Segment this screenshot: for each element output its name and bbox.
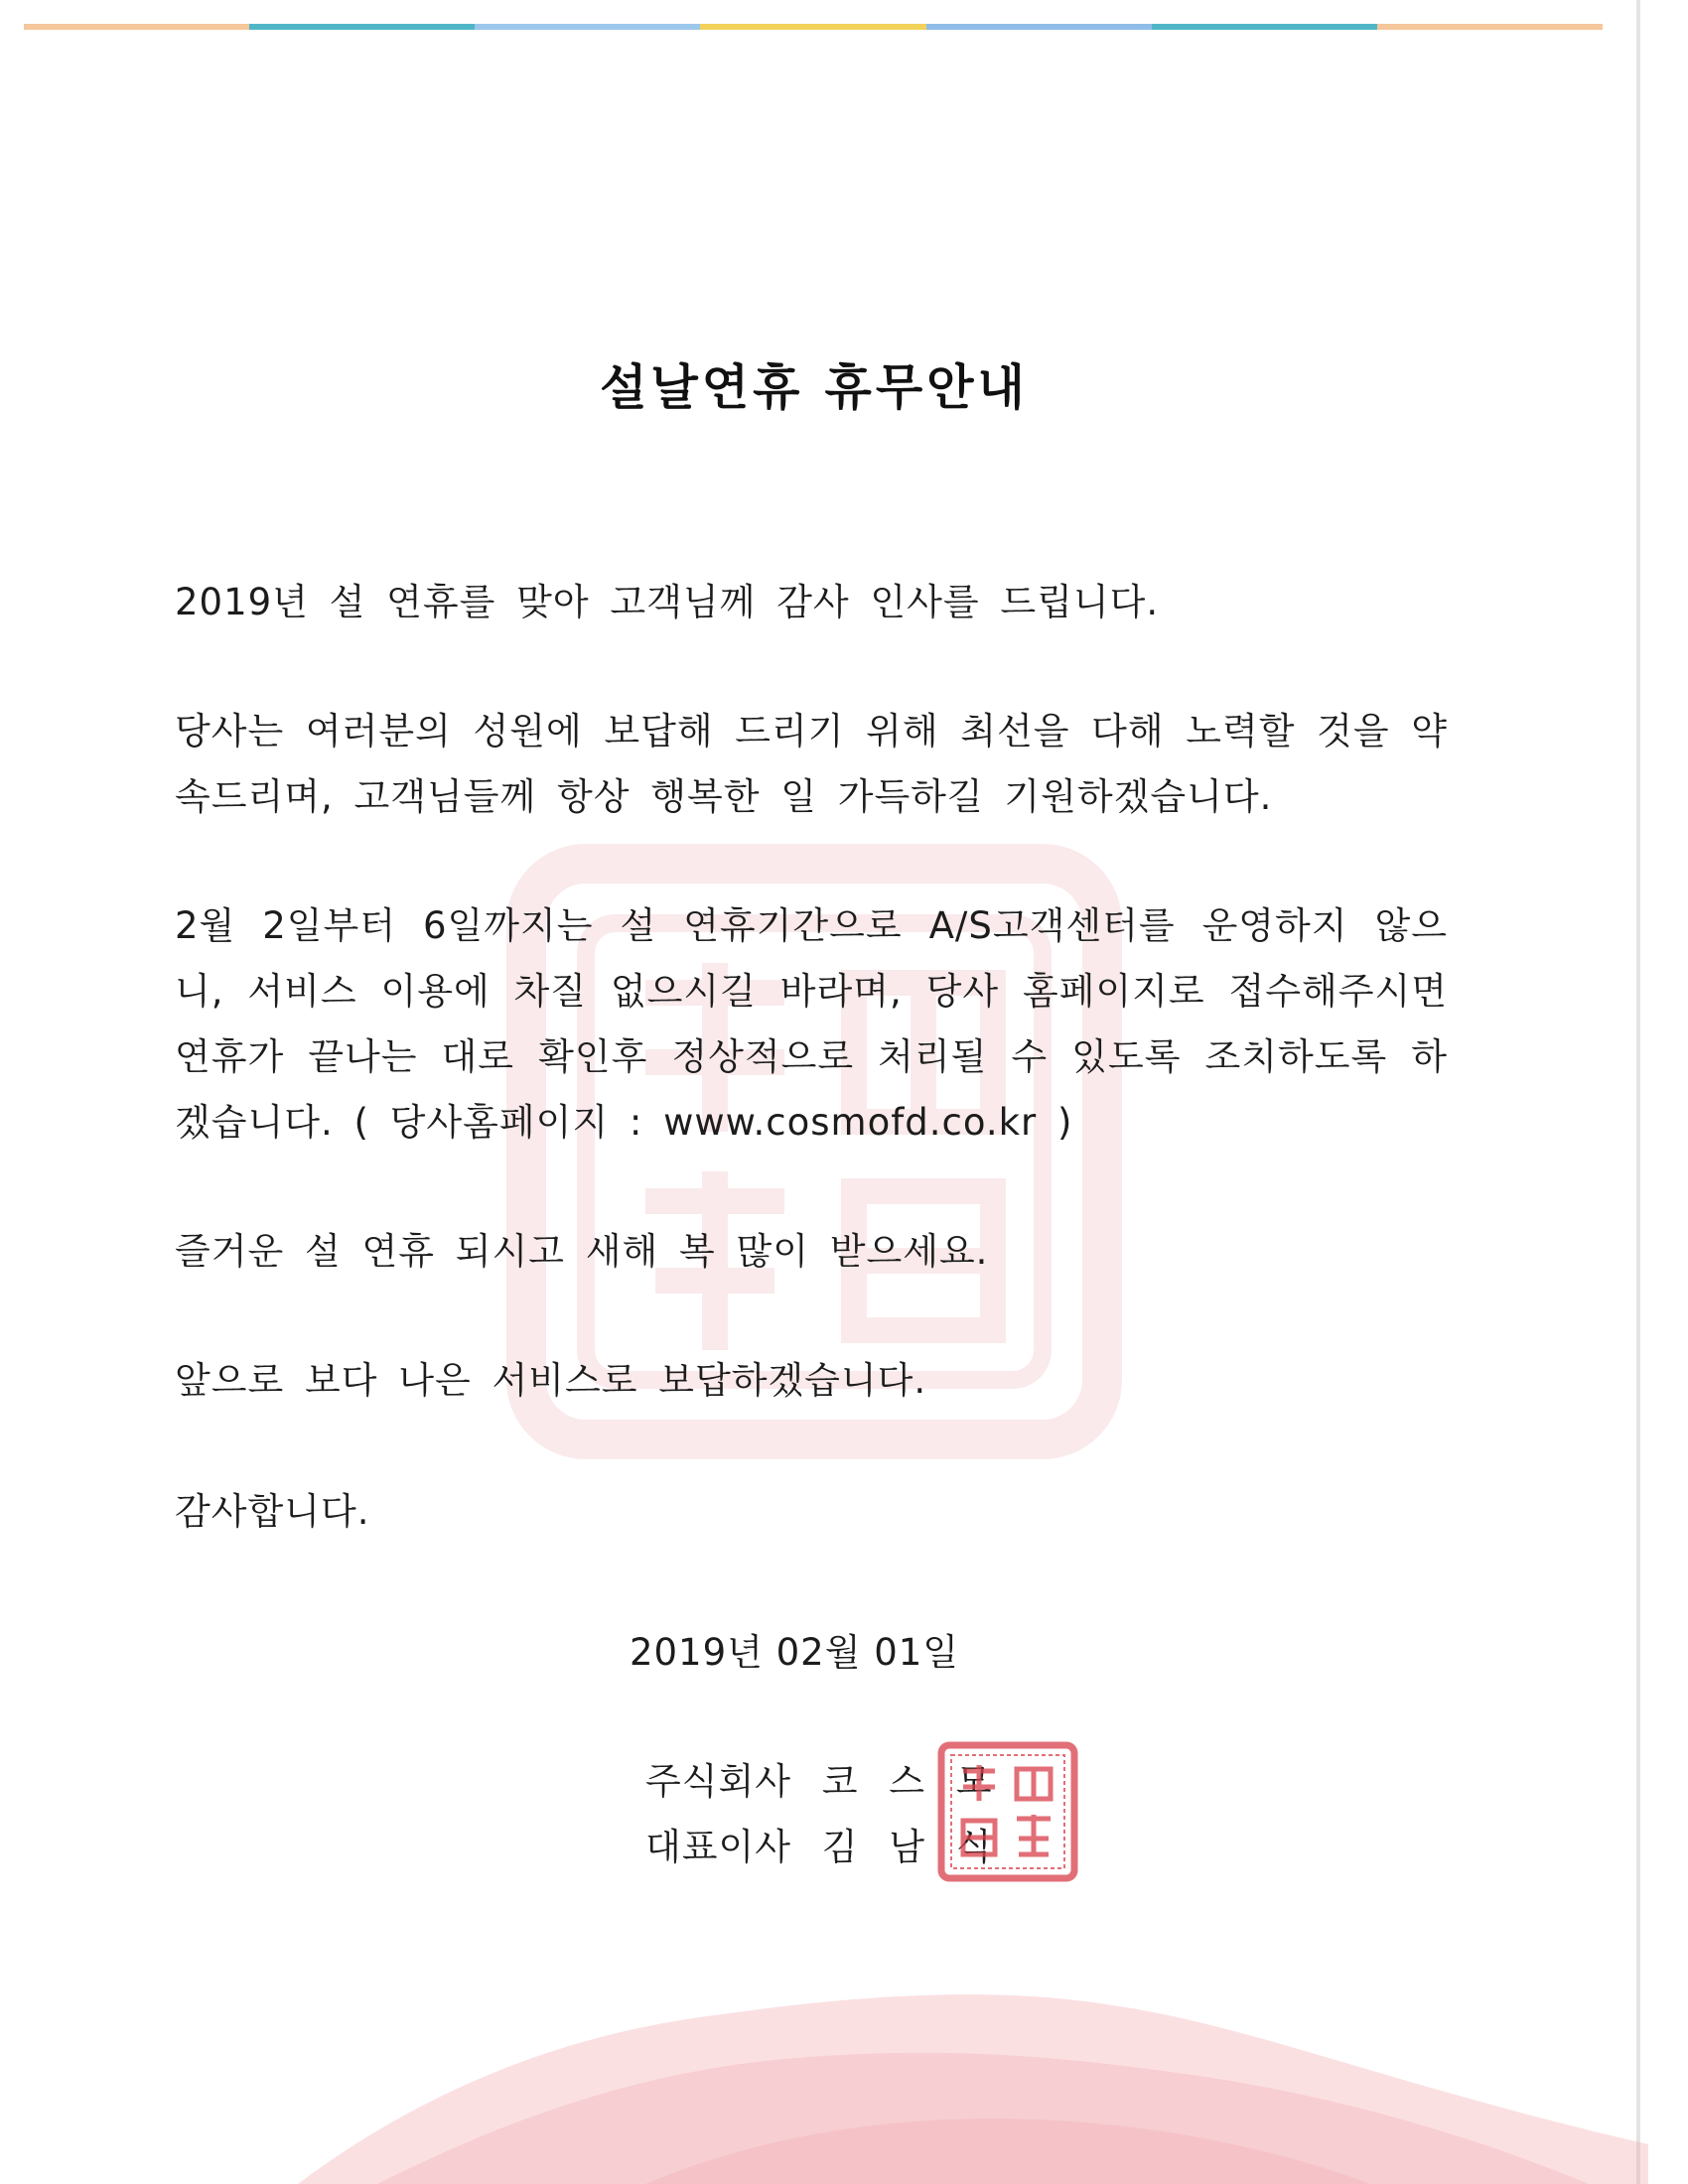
scan-edge	[1636, 0, 1640, 2184]
paragraph-promise: 당사는 여러분의 성원에 보답해 드리기 위해 최선을 다해 노력할 것을 약속드리며, 고객님들께 항상 행복한 일 가득하길 기원하겠습니다.	[175, 710, 1448, 818]
ceo-name: 김 남 식	[821, 1826, 993, 1868]
decorative-brush-stroke	[298, 1946, 1648, 2184]
top-color-rule	[24, 24, 1603, 30]
document-title: 설날연휴 휴무안내	[600, 359, 1029, 416]
paragraph-new-year-wish: 즐거운 설 연휴 되시고 새해 복 많이 받으세요.	[175, 1230, 989, 1273]
document-date: 2019년 02월 01일	[629, 1631, 960, 1674]
company-name: 코 스 모	[821, 1760, 993, 1803]
rule-segment	[700, 24, 925, 30]
rule-segment	[249, 24, 475, 30]
rule-segment	[24, 24, 249, 30]
rule-segment	[1152, 24, 1377, 30]
rule-segment	[475, 24, 700, 30]
company-label: 주식회사	[645, 1760, 791, 1803]
rule-segment	[1377, 24, 1603, 30]
paragraph-service-pledge: 앞으로 보다 나은 서비스로 보답하겠습니다.	[175, 1359, 927, 1402]
paragraph-thanks: 감사합니다.	[175, 1490, 370, 1533]
ceo-label: 대표이사	[645, 1826, 791, 1868]
rule-segment	[926, 24, 1152, 30]
paragraph-greeting: 2019년 설 연휴를 맞아 고객님께 감사 인사를 드립니다.	[175, 581, 1160, 623]
paragraph-holiday-notice: 2월 2일부터 6일까지는 설 연휴기간으로 A/S고객센터를 운영하지 않으니, 서비스 이용에 차질 없으시길 바라며, 당사 홈페이지로 접수해주시면 연휴가 끝나는 대로 확인후 정상적으로 처리될 수 있도록 조치하도록 하겠습니다. ( 당사홈페이지 : www.cosmofd.co.kr )	[175, 904, 1448, 1144]
company-seal-stamp	[935, 1739, 1080, 1884]
